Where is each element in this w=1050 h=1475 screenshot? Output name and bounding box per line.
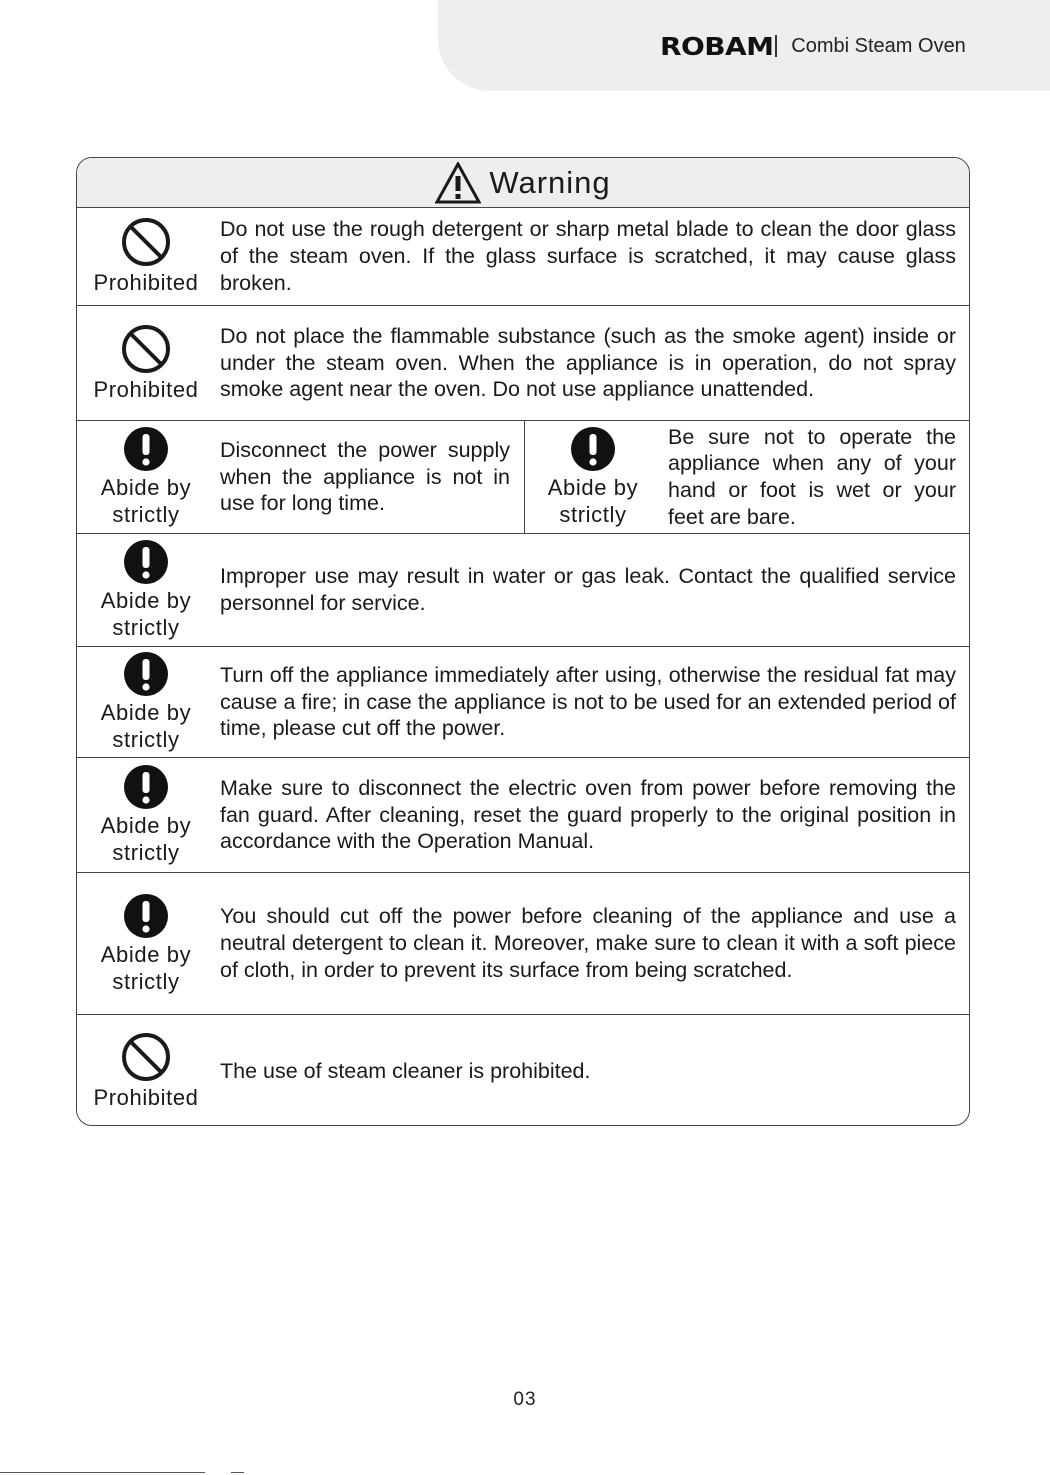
footer-rule-short — [231, 1472, 244, 1473]
warning-row — [77, 873, 969, 1015]
row-text-right: Be sure not to operate the appliance when any of your hand or foot is wet or your feet are bare. — [668, 424, 956, 529]
row-text-cell-left — [220, 421, 510, 533]
row-text-cell-right — [668, 421, 956, 533]
warning-row — [77, 534, 969, 647]
exclamation-icon — [123, 539, 169, 585]
exclamation-icon — [123, 426, 169, 472]
exclamation-icon — [570, 426, 616, 472]
row-text-cell — [220, 647, 956, 757]
row-text-cell — [220, 758, 956, 872]
abide-label-line1: Abide by — [100, 813, 192, 838]
prohibited-symbol — [77, 208, 215, 305]
prohibited-symbol — [77, 1015, 215, 1126]
warning-title: Warning — [489, 164, 611, 200]
abide-label-line2: strictly — [112, 968, 180, 994]
warning-row — [77, 758, 969, 873]
row-text: Turn off the appliance immediately after using, otherwise the residual fat may cause a fire; in case the appliance is not to be used for an extended period of time, please cut off the power. — [220, 662, 956, 741]
product-name: Combi Steam Oven — [791, 34, 966, 57]
row-text: Improper use may result in water or gas leak. Contact the qualified service personnel for service. — [220, 564, 956, 615]
prohibited-icon — [121, 217, 171, 267]
abide-symbol — [525, 421, 661, 533]
prohibited-label: Prohibited — [93, 376, 199, 402]
abide-symbol — [77, 873, 215, 1014]
abide-symbol — [77, 534, 215, 646]
prohibited-label: Prohibited — [93, 270, 199, 295]
warning-header — [77, 158, 969, 208]
abide-label-line2: strictly — [112, 727, 180, 752]
abide-symbol — [77, 647, 215, 757]
prohibited-symbol — [77, 306, 215, 420]
brand-header — [660, 31, 966, 61]
page-number: 03 — [513, 1389, 537, 1410]
row-text: Do not place the flammable substance (such as the smoke agent) inside or under the steam oven. When the appliance is in operation, do not spray smoke agent near the oven. Do not use appliance unattended. — [220, 323, 956, 402]
exclamation-icon — [123, 764, 169, 810]
row-text: Do not use the rough detergent or sharp metal blade to clean the door glass of the steam oven. If the glass surface is scratched, it may cause glass broken. — [220, 217, 956, 295]
row-text-cell — [220, 306, 956, 420]
abide-label-line2: strictly — [559, 502, 627, 527]
warning-row — [77, 306, 969, 421]
exclamation-icon — [123, 893, 169, 939]
warning-row — [77, 647, 969, 758]
abide-label-line1: Abide by — [547, 475, 639, 500]
prohibited-icon — [121, 1032, 171, 1082]
footer-rule — [0, 1472, 205, 1473]
abide-label-line1: Abide by — [100, 941, 192, 967]
abide-label-line1: Abide by — [100, 700, 192, 725]
prohibited-label: Prohibited — [93, 1084, 199, 1110]
row-text-cell — [220, 873, 956, 1014]
row-text: You should cut off the power before cleaning of the appliance and use a neutral detergent to clean it. Moreover, make sure to clean it with a soft piece of cloth, in order to prevent its surface from being scratched. — [220, 904, 956, 982]
abide-label-line2: strictly — [112, 502, 180, 527]
abide-label-line1: Abide by — [100, 475, 192, 500]
brand-separator — [775, 35, 777, 57]
row-text-cell — [220, 208, 956, 305]
brand-logo: ROBAM — [660, 31, 774, 61]
abide-symbol — [77, 421, 215, 533]
row-text: The use of steam cleaner is prohibited. — [220, 1058, 591, 1083]
warning-row-split — [77, 421, 969, 534]
abide-symbol — [77, 758, 215, 872]
row-text-cell — [220, 534, 956, 646]
row-text-cell — [220, 1015, 956, 1126]
abide-label-line2: strictly — [112, 615, 180, 640]
abide-label-line2: strictly — [112, 840, 180, 865]
row-text-left: Disconnect the power supply when the appliance is not in use for long time. — [220, 437, 510, 516]
warning-triangle-icon — [435, 162, 481, 204]
prohibited-icon — [121, 324, 171, 374]
warning-row — [77, 1015, 969, 1126]
exclamation-icon — [123, 651, 169, 697]
warning-table — [76, 157, 970, 1126]
warning-row — [77, 208, 969, 306]
abide-label-line1: Abide by — [100, 588, 192, 613]
row-text: Make sure to disconnect the electric oven from power before removing the fan guard. After cleaning, reset the guard properly to the original position in accordance with the Operation Manual. — [220, 775, 956, 854]
